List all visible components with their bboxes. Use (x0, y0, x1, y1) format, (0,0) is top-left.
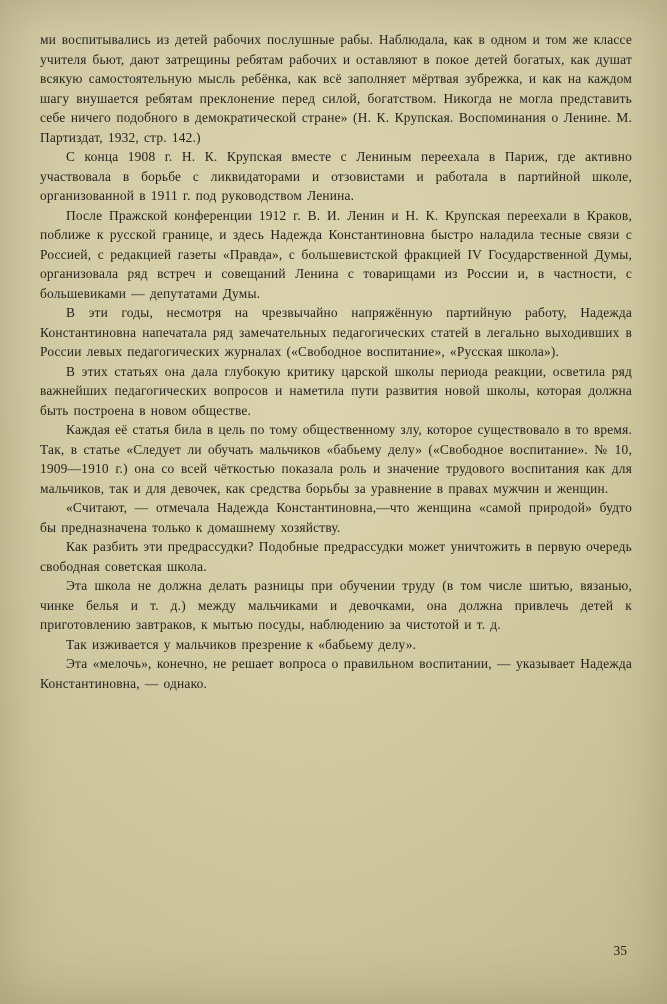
paragraph: Эта школа не должна делать разницы при обучении труду (в том числе шитью, вязанью, чинке белья и т. д.) между мальчиками и девочками, она должна привлечь детей к приготовлению завтраков, к мытью посуды, наблюдению за чистотой и т. д. (40, 578, 632, 632)
page-text-block (40, 30, 632, 693)
paragraph: Каждая её статья била в цель по тому общественному злу, которое существовало в то время. Так, в статье «Следует ли обучать мальчиков «бабьему делу» («Свободное воспитание». № 10, 1909—1910 г.) она со всей чёткостью показала роль и значение трудового воспитания как для мальчиков, так и для девочек, как средства борьбы за уравнение в правах мужчин и женщин. (40, 422, 632, 496)
paragraph: С конца 1908 г. Н. К. Крупская вместе с Лениным переехала в Париж, где активно участвовала в борьбе с ликвидаторами и отзовистами и работала в партийной школе, организованной в 1911 г. под руководством Ленина. (40, 149, 632, 203)
paragraph: ми воспитывались из детей рабочих послушные рабы. Наблюдала, как в одном и том же классе учителя бьют, дают затрещины ребятам рабочих и оставляют в покое детей богатых, как душат всякую самостоятельную мысль ребёнка, как всё заполняет мёртвая зубрежка, и как на каждом шагу внушается ребятам преклонение перед силой, богатством. Никогда не могла представить себе ничего подобного в демократической стране» (Н. К. Крупская. Воспоминания о Ленине. М. Партиздат, 1932, стр. 142.) (40, 32, 632, 145)
paragraph: Так изживается у мальчиков презрение к «бабьему делу». (66, 636, 417, 652)
paragraph: В этих статьях она дала глубокую критику царской школы периода реакции, осветила ряд важнейших педагогических вопросов и наметила пути развития новой школы, которая должна быть построена в новом обществе. (40, 363, 632, 418)
paragraph: Эта «мелочь», конечно, не решает вопроса о правильном воспитании, — указывает Надежда Константиновна, — однако. (40, 656, 632, 691)
paragraph: В эти годы, несмотря на чрезвычайно напряжённую партийную работу, Надежда Константиновна напечатала ряд замечательных педагогических статей в легально выходивших в России левых педагогических журналах («Свободное воспитание», «Русская школа»). (40, 305, 632, 359)
paragraph: «Считают, — отмечала Надежда Константиновна,—что женщина «самой природой» будто бы предназначена только к домашнему хозяйству. (40, 500, 632, 535)
page-number: 35 (613, 943, 627, 958)
paragraph: После Пражской конференции 1912 г. В. И. Ленин и Н. К. Крупская переехали в Краков, поближе к русской границе, и здесь Надежда Константиновна быстро наладила тесные связи с Россией, с редакцией газеты «Правда», с большевистской фракцией IV Государственной Думы, организовала ряд встреч и совещаний Ленина с товарищами из России и, в частности, с большевиками — депутатами Думы. (40, 207, 632, 301)
paragraph: Как разбить эти предрассудки? Подобные предрассудки может уничтожить в первую очередь свободная советская школа. (40, 539, 632, 574)
